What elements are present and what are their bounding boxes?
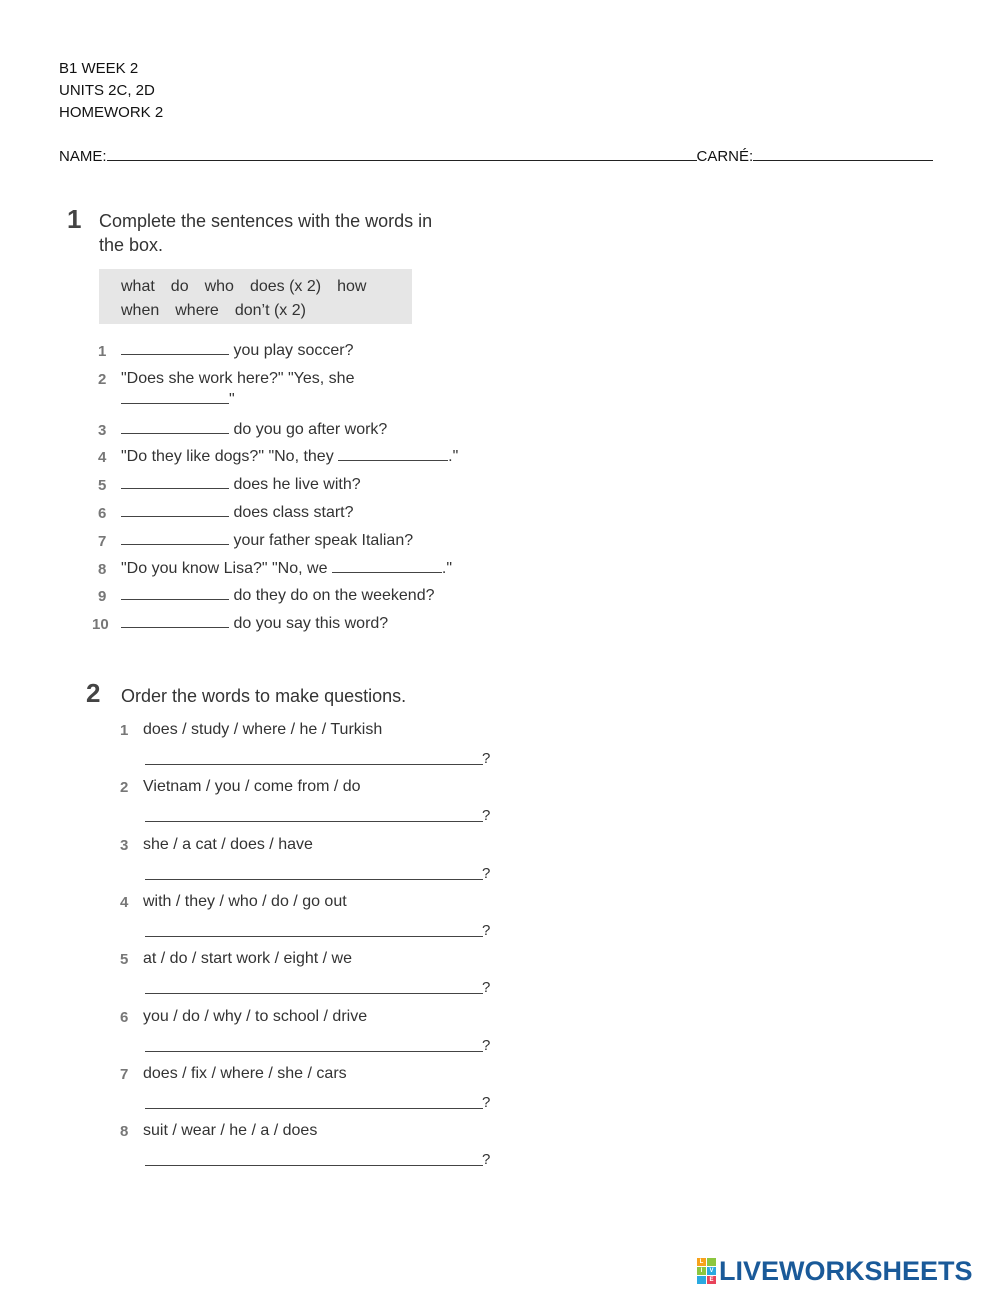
answer-line[interactable] — [145, 821, 483, 822]
exercise2-title: Order the words to make questions. — [121, 686, 407, 706]
ex2-item-number: 3 — [120, 837, 129, 854]
ex2-item-text: suit / wear / he / a / does — [143, 1122, 318, 1139]
ex2-item-text: she / a cat / does / have — [143, 836, 313, 853]
answer-blank[interactable] — [121, 391, 229, 404]
logo-block — [707, 1258, 716, 1266]
ex1-item-number: 3 — [98, 422, 107, 439]
ex1-item — [121, 448, 458, 466]
word-how: how — [337, 278, 367, 295]
ex2-item-number: 8 — [120, 1123, 129, 1140]
ex1-item-text: "Do they like dogs?" "No, they — [121, 448, 334, 465]
question-mark: ? — [482, 979, 491, 996]
word-dont: don’t (x 2) — [234, 302, 306, 319]
ex2-item-number: 7 — [120, 1066, 129, 1083]
header-units: UNITS 2C, 2D — [59, 82, 155, 99]
question-mark: ? — [482, 1151, 491, 1168]
answer-line[interactable] — [145, 936, 483, 937]
ex2-item-number: 4 — [120, 894, 129, 911]
ex1-item-number: 9 — [98, 588, 107, 605]
ex1-item — [121, 587, 435, 605]
ex1-item — [121, 421, 387, 439]
answer-line[interactable] — [145, 879, 483, 880]
closing-quote: ." — [448, 448, 459, 465]
ex1-item-number: 5 — [98, 477, 107, 494]
name-label: NAME: — [59, 148, 107, 165]
answer-blank[interactable] — [121, 587, 229, 600]
logo-block: V — [707, 1267, 716, 1275]
ex1-item — [121, 560, 452, 578]
answer-blank[interactable] — [121, 342, 229, 355]
ex1-item-text: do you say this word? — [233, 615, 389, 632]
word-box-row2 — [121, 299, 412, 323]
ex1-item — [121, 532, 413, 550]
word-when: when — [121, 302, 160, 319]
ex1-item-number: 1 — [98, 343, 107, 360]
exercise1-number: 1 — [67, 204, 82, 234]
ex1-item-number: 2 — [98, 371, 107, 388]
word-where: where — [175, 302, 219, 319]
answer-line[interactable] — [145, 1108, 483, 1109]
answer-line[interactable] — [145, 1051, 483, 1052]
answer-line[interactable] — [145, 993, 483, 994]
logo-block: E — [707, 1276, 716, 1284]
closing-quote: " — [229, 391, 235, 408]
logo-block: I — [697, 1267, 706, 1275]
ex1-item-number: 10 — [92, 616, 109, 633]
ex1-item-text: your father speak Italian? — [233, 532, 414, 549]
name-field[interactable] — [107, 146, 697, 161]
answer-blank[interactable] — [121, 504, 229, 517]
answer-blank[interactable] — [121, 615, 229, 628]
ex1-item — [121, 342, 354, 360]
question-mark: ? — [482, 750, 491, 767]
question-mark: ? — [482, 1094, 491, 1111]
liveworksheets-logo[interactable] — [697, 1255, 973, 1286]
ex1-item-number: 8 — [98, 561, 107, 578]
closing-quote: ." — [441, 560, 453, 577]
ex1-item-text: "Does she work here?" "Yes, she — [121, 370, 355, 387]
ex1-item-text: do you go after work? — [233, 421, 388, 438]
ex2-item-text: with / they / who / do / go out — [143, 893, 347, 910]
word-box — [99, 269, 412, 324]
exercise1-title-line1: Complete the sentences with the words in — [99, 211, 433, 231]
ex2-item-number: 2 — [120, 779, 129, 796]
word-what: what — [121, 278, 155, 295]
word-does: does (x 2) — [249, 278, 322, 295]
word-do: do — [170, 278, 189, 295]
ex2-item-number: 6 — [120, 1009, 129, 1026]
word-who: who — [204, 278, 234, 295]
question-mark: ? — [482, 922, 491, 939]
answer-blank[interactable] — [121, 532, 229, 545]
header-week: B1 WEEK 2 — [59, 60, 139, 77]
question-mark: ? — [482, 865, 491, 882]
ex2-item-text: does / study / where / he / Turkish — [143, 721, 383, 738]
ex1-item-text: "Do you know Lisa?" "No, we — [121, 560, 328, 577]
ex1-item-text: does he live with? — [233, 476, 361, 493]
ex1-item-text: do they do on the weekend? — [233, 587, 435, 604]
carne-field[interactable] — [753, 146, 933, 161]
question-mark: ? — [482, 807, 491, 824]
logo-block: L — [697, 1258, 706, 1266]
ex1-item — [121, 615, 388, 633]
ex1-item-text: you play soccer? — [233, 342, 354, 359]
exercise2-number: 2 — [86, 678, 101, 708]
answer-line[interactable] — [145, 1165, 483, 1166]
logo-text: LIVEWORKSHEETS — [719, 1255, 973, 1286]
ex2-item-text: does / fix / where / she / cars — [143, 1065, 347, 1082]
answer-blank[interactable] — [121, 421, 229, 434]
ex2-item-text: at / do / start work / eight / we — [143, 950, 352, 967]
ex2-item-text: Vietnam / you / come from / do — [143, 778, 361, 795]
ex2-item-number: 1 — [120, 722, 129, 739]
word-box-row1 — [121, 275, 412, 299]
answer-line[interactable] — [145, 764, 483, 765]
answer-blank[interactable] — [338, 448, 448, 461]
name-carne-row — [59, 146, 933, 168]
exercise1-title-line2: the box. — [99, 235, 164, 255]
ex1-item — [121, 476, 361, 494]
question-mark: ? — [482, 1037, 491, 1054]
carne-label: CARNÉ: — [696, 148, 754, 165]
answer-blank[interactable] — [332, 560, 442, 573]
header-homework: HOMEWORK 2 — [59, 104, 164, 121]
logo-blocks-icon — [697, 1258, 716, 1284]
ex2-item-text: you / do / why / to school / drive — [143, 1008, 368, 1025]
logo-block — [697, 1276, 706, 1284]
ex1-item-number: 4 — [98, 449, 107, 466]
answer-blank[interactable] — [121, 476, 229, 489]
ex1-item-continuation — [121, 391, 235, 409]
ex1-item — [121, 504, 354, 522]
ex2-item-number: 5 — [120, 951, 129, 968]
ex1-item-number: 6 — [98, 505, 107, 522]
ex1-item-number: 7 — [98, 533, 107, 550]
ex1-item-text: does class start? — [233, 504, 354, 521]
